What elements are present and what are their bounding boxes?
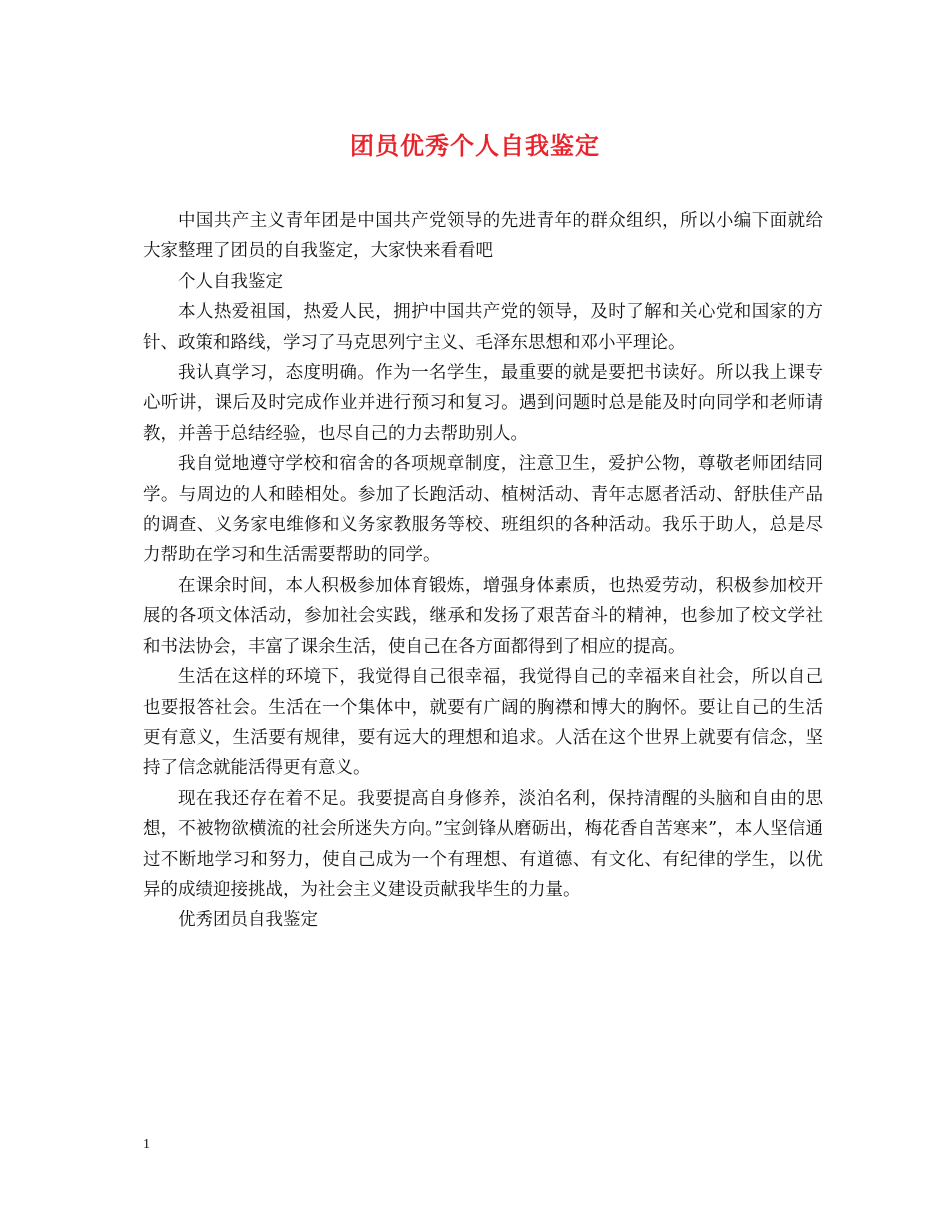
body-paragraph: 生活在这样的环境下，我觉得自己很幸福，我觉得自己的幸福来自社会，所以自己也要报答社会。生活在一个集体中，就要有广阔的胸襟和博大的胸怀。要让自己的生活更有意义，生活要有规律，要有远大的理想和追求。人活在这个世界上就要有信念，坚持了信念就能活得更有意义。 (143, 667, 823, 779)
section-heading-personal: 个人自我鉴定 (178, 271, 283, 292)
body-paragraph: 在课余时间，本人积极参加体育锻炼，增强身体素质，也热爱劳动，积极参加校开展的各项文体活动，参加社会实践，继承和发扬了艰苦奋斗的精神，也参加了校文学社和书法协会，丰富了课余生活，使自己在各方面都得到了相应的提高。 (143, 575, 823, 657)
page-number: 1 (143, 1137, 150, 1152)
body-paragraph: 我认真学习，态度明确。作为一名学生，最重要的就是要把书读好。所以我上课专心听讲，课后及时完成作业并进行预习和复习。遇到问题时总是能及时向同学和老师请教，并善于总结经验，也尽自己的力去帮助别人。 (143, 363, 823, 444)
body-paragraph: 现在我还存在着不足。我要提高自身修养，淡泊名利，保持清醒的头脑和自由的思想，不被物欲横流的社会所迷失方向。”宝剑锋从磨砺出，梅花香自苦寒来”，本人坚信通过不断地学习和努力，使自己成为一个有理想、有道德、有文化、有纪律的学生，以优异的成绩迎接挑战，为社会主义建设贡献我毕生的力量。 (143, 788, 823, 900)
intro-paragraph: 中国共产主义青年团是中国共产党领导的先进青年的群众组织，所以小编下面就给大家整理了团员的自我鉴定，大家快来看看吧 (143, 211, 823, 262)
section-heading-excellent: 优秀团员自我鉴定 (178, 910, 318, 931)
body-paragraph: 本人热爱祖国，热爱人民，拥护中国共产党的领导，及时了解和关心党和国家的方针、政策和路线，学习了马克思列宁主义、毛泽东思想和邓小平理论。 (143, 302, 823, 353)
body-paragraph: 我自觉地遵守学校和宿舍的各项规章制度，注意卫生，爱护公物，尊敬老师团结同学。与周边的人和睦相处。参加了长跑活动、植树活动、青年志愿者活动、舒肤佳产品的调查、义务家电维修和义务家教服务等校、班组织的各种活动。我乐于助人，总是尽力帮助在学习和生活需要帮助的同学。 (143, 454, 823, 566)
document-title: 团员优秀个人自我鉴定 (350, 131, 600, 160)
document-body (143, 206, 823, 936)
